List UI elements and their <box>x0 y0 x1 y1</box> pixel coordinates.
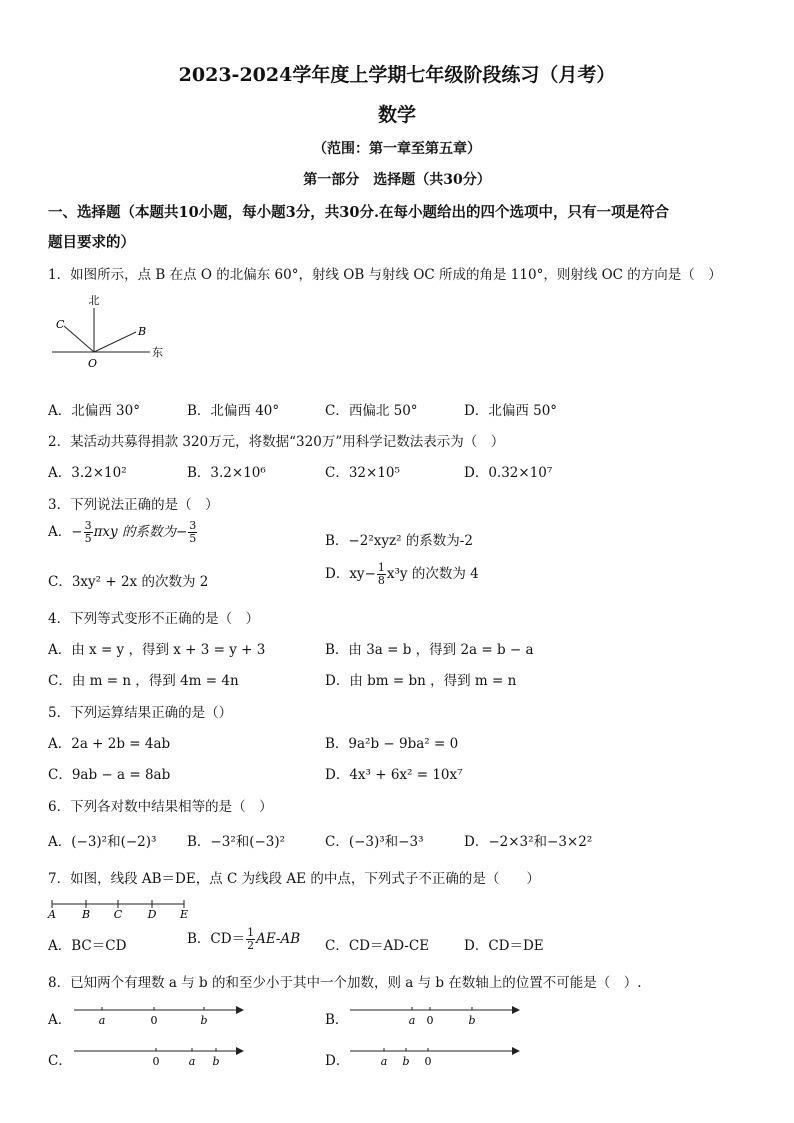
q1-option-d: D．北偏西 50° <box>464 403 558 419</box>
question-7-segment-figure <box>44 896 204 920</box>
label-a: a <box>98 1014 106 1027</box>
q3-option-b: B．−2²xyz² 的系数为-2 <box>325 533 473 549</box>
q5-option-a: A．2a + 2b = 4ab <box>48 736 171 752</box>
q2-option-c: C．32×10⁵ <box>325 465 400 481</box>
q8-option-c-numberline <box>72 1041 248 1075</box>
q6-option-b: B．−3²和(−3)² <box>187 834 286 850</box>
segment-point-d: D <box>147 908 157 920</box>
ray-ob <box>94 332 136 352</box>
q2-option-b: B．3.2×10⁶ <box>187 465 266 481</box>
north-label: 北 <box>88 294 100 307</box>
point-b-label: B <box>138 325 147 338</box>
q1-option-b: B．北偏西 40° <box>187 403 280 419</box>
q6-option-d: D．−2×3²和−3×2² <box>464 834 593 850</box>
q4-option-a: A．由 x = y ，得到 x + 3 = y + 3 <box>48 642 266 658</box>
q4-option-b: B．由 3a = b ，得到 2a = b − a <box>325 642 534 658</box>
q5-option-b: B．9a²b − 9ba² = 0 <box>325 736 459 752</box>
q8-option-a-numberline <box>72 1000 248 1034</box>
page-title: 2023-2024学年度上学期七年级阶段练习（月考） <box>178 64 616 86</box>
axis-arrow-icon <box>236 1047 244 1055</box>
label-zero: 0 <box>426 1014 434 1027</box>
q7-option-a: A．BC＝CD <box>48 938 127 954</box>
q8-option-c-label: C． <box>48 1053 72 1069</box>
question-4-stem: 4．下列等式变形不正确的是（ ） <box>48 611 260 627</box>
q5-option-d: D．4x³ + 6x² = 10x⁷ <box>325 767 463 783</box>
point-o-label: O <box>88 357 98 370</box>
east-label: 东 <box>152 346 163 359</box>
subject-title: 数学 <box>377 104 416 126</box>
label-a: a <box>408 1014 416 1027</box>
question-5-stem: 5．下列运算结果正确的是（） <box>48 705 233 721</box>
q8-option-b-numberline <box>348 1000 524 1034</box>
label-b: b <box>212 1055 220 1068</box>
ray-oc <box>64 326 94 352</box>
q3-option-a: A．− $\frac{3}{5}$ πxy 的系数为− $\frac{3}{5}$ <box>48 519 197 545</box>
section-heading-line2: 题目要求的） <box>48 234 135 251</box>
axis-arrow-icon <box>236 1006 244 1014</box>
label-zero: 0 <box>150 1014 158 1027</box>
q1-option-a: A．北偏西 30° <box>48 403 140 419</box>
q7-option-b: B．CD＝ $\frac{1}{2}$ AE-AB <box>187 926 301 952</box>
scope-text: （范围：第一章至第五章） <box>313 141 481 157</box>
q6-option-a: A．(−3)²和(−2)³ <box>48 834 157 850</box>
question-6-stem: 6．下列各对数中结果相等的是（ ） <box>48 799 273 815</box>
q6-option-c: C．(−3)³和−3³ <box>325 834 424 850</box>
axis-arrow-icon <box>512 1006 520 1014</box>
axis-arrow-icon <box>512 1047 520 1055</box>
label-a: a <box>188 1055 196 1068</box>
q7-option-d: D．CD＝DE <box>464 938 544 954</box>
label-b: b <box>468 1014 476 1027</box>
q7-option-c: C．CD＝AD-CE <box>325 938 430 954</box>
label-b: b <box>200 1014 208 1027</box>
q8-option-a-label: A． <box>48 1012 72 1028</box>
question-1-stem: 1．如图所示，点 B 在点 O 的北偏东 60°，射线 OB 与射线 OC 所成的角是 110°，则射线 OC 的方向是（ ） <box>48 267 722 283</box>
q1-option-c: C．西偏北 50° <box>325 403 418 419</box>
q8-option-b-label: B． <box>325 1012 349 1028</box>
section-heading-line1: 一、选择题（本题共10小题，每小题3分，共30分.在每小题给出的四个选项中，只有一项是符合 <box>48 204 669 221</box>
q4-option-d: D．由 bm = bn ，得到 m = n <box>325 673 517 689</box>
q5-option-c: C．9ab − a = 8ab <box>48 767 171 783</box>
q3-option-d: D．xy− $\frac{1}{8}$ x³y 的次数为 4 <box>325 561 479 587</box>
segment-point-e: E <box>179 908 189 920</box>
label-zero: 0 <box>424 1055 432 1068</box>
question-2-stem: 2．某活动共募得捐款 320万元，将数据“320万”用科学记数法表示为（ ） <box>48 434 505 450</box>
segment-point-a: A <box>48 908 56 920</box>
q2-option-a: A．3.2×10² <box>48 465 127 481</box>
q4-option-c: C．由 m = n ，得到 4m = 4n <box>48 673 239 689</box>
question-7-stem: 7．如图，线段 AB＝DE，点 C 为线段 AE 的中点，下列式子不正确的是（ ） <box>48 871 540 887</box>
segment-point-b: B <box>81 908 91 920</box>
question-8-stem: 8．已知两个有理数 a 与 b 的和至少小于其中一个加数，则 a 与 b 在数轴上的位置不可能是（ ）. <box>48 975 642 991</box>
segment-point-c: C <box>113 908 123 920</box>
question-1-figure <box>48 290 178 375</box>
point-c-label: C <box>56 318 65 331</box>
question-3-stem: 3．下列说法正确的是（ ） <box>48 497 219 513</box>
label-b: b <box>402 1055 410 1068</box>
q8-option-d-label: D． <box>325 1053 350 1069</box>
part-heading: 第一部分 选择题（共30分） <box>303 172 491 188</box>
label-a: a <box>380 1055 388 1068</box>
q2-option-d: D．0.32×10⁷ <box>464 465 553 481</box>
q3-option-c: C．3xy² + 2x 的次数为 2 <box>48 574 209 590</box>
q8-option-d-numberline <box>348 1041 524 1075</box>
label-zero: 0 <box>152 1055 160 1068</box>
